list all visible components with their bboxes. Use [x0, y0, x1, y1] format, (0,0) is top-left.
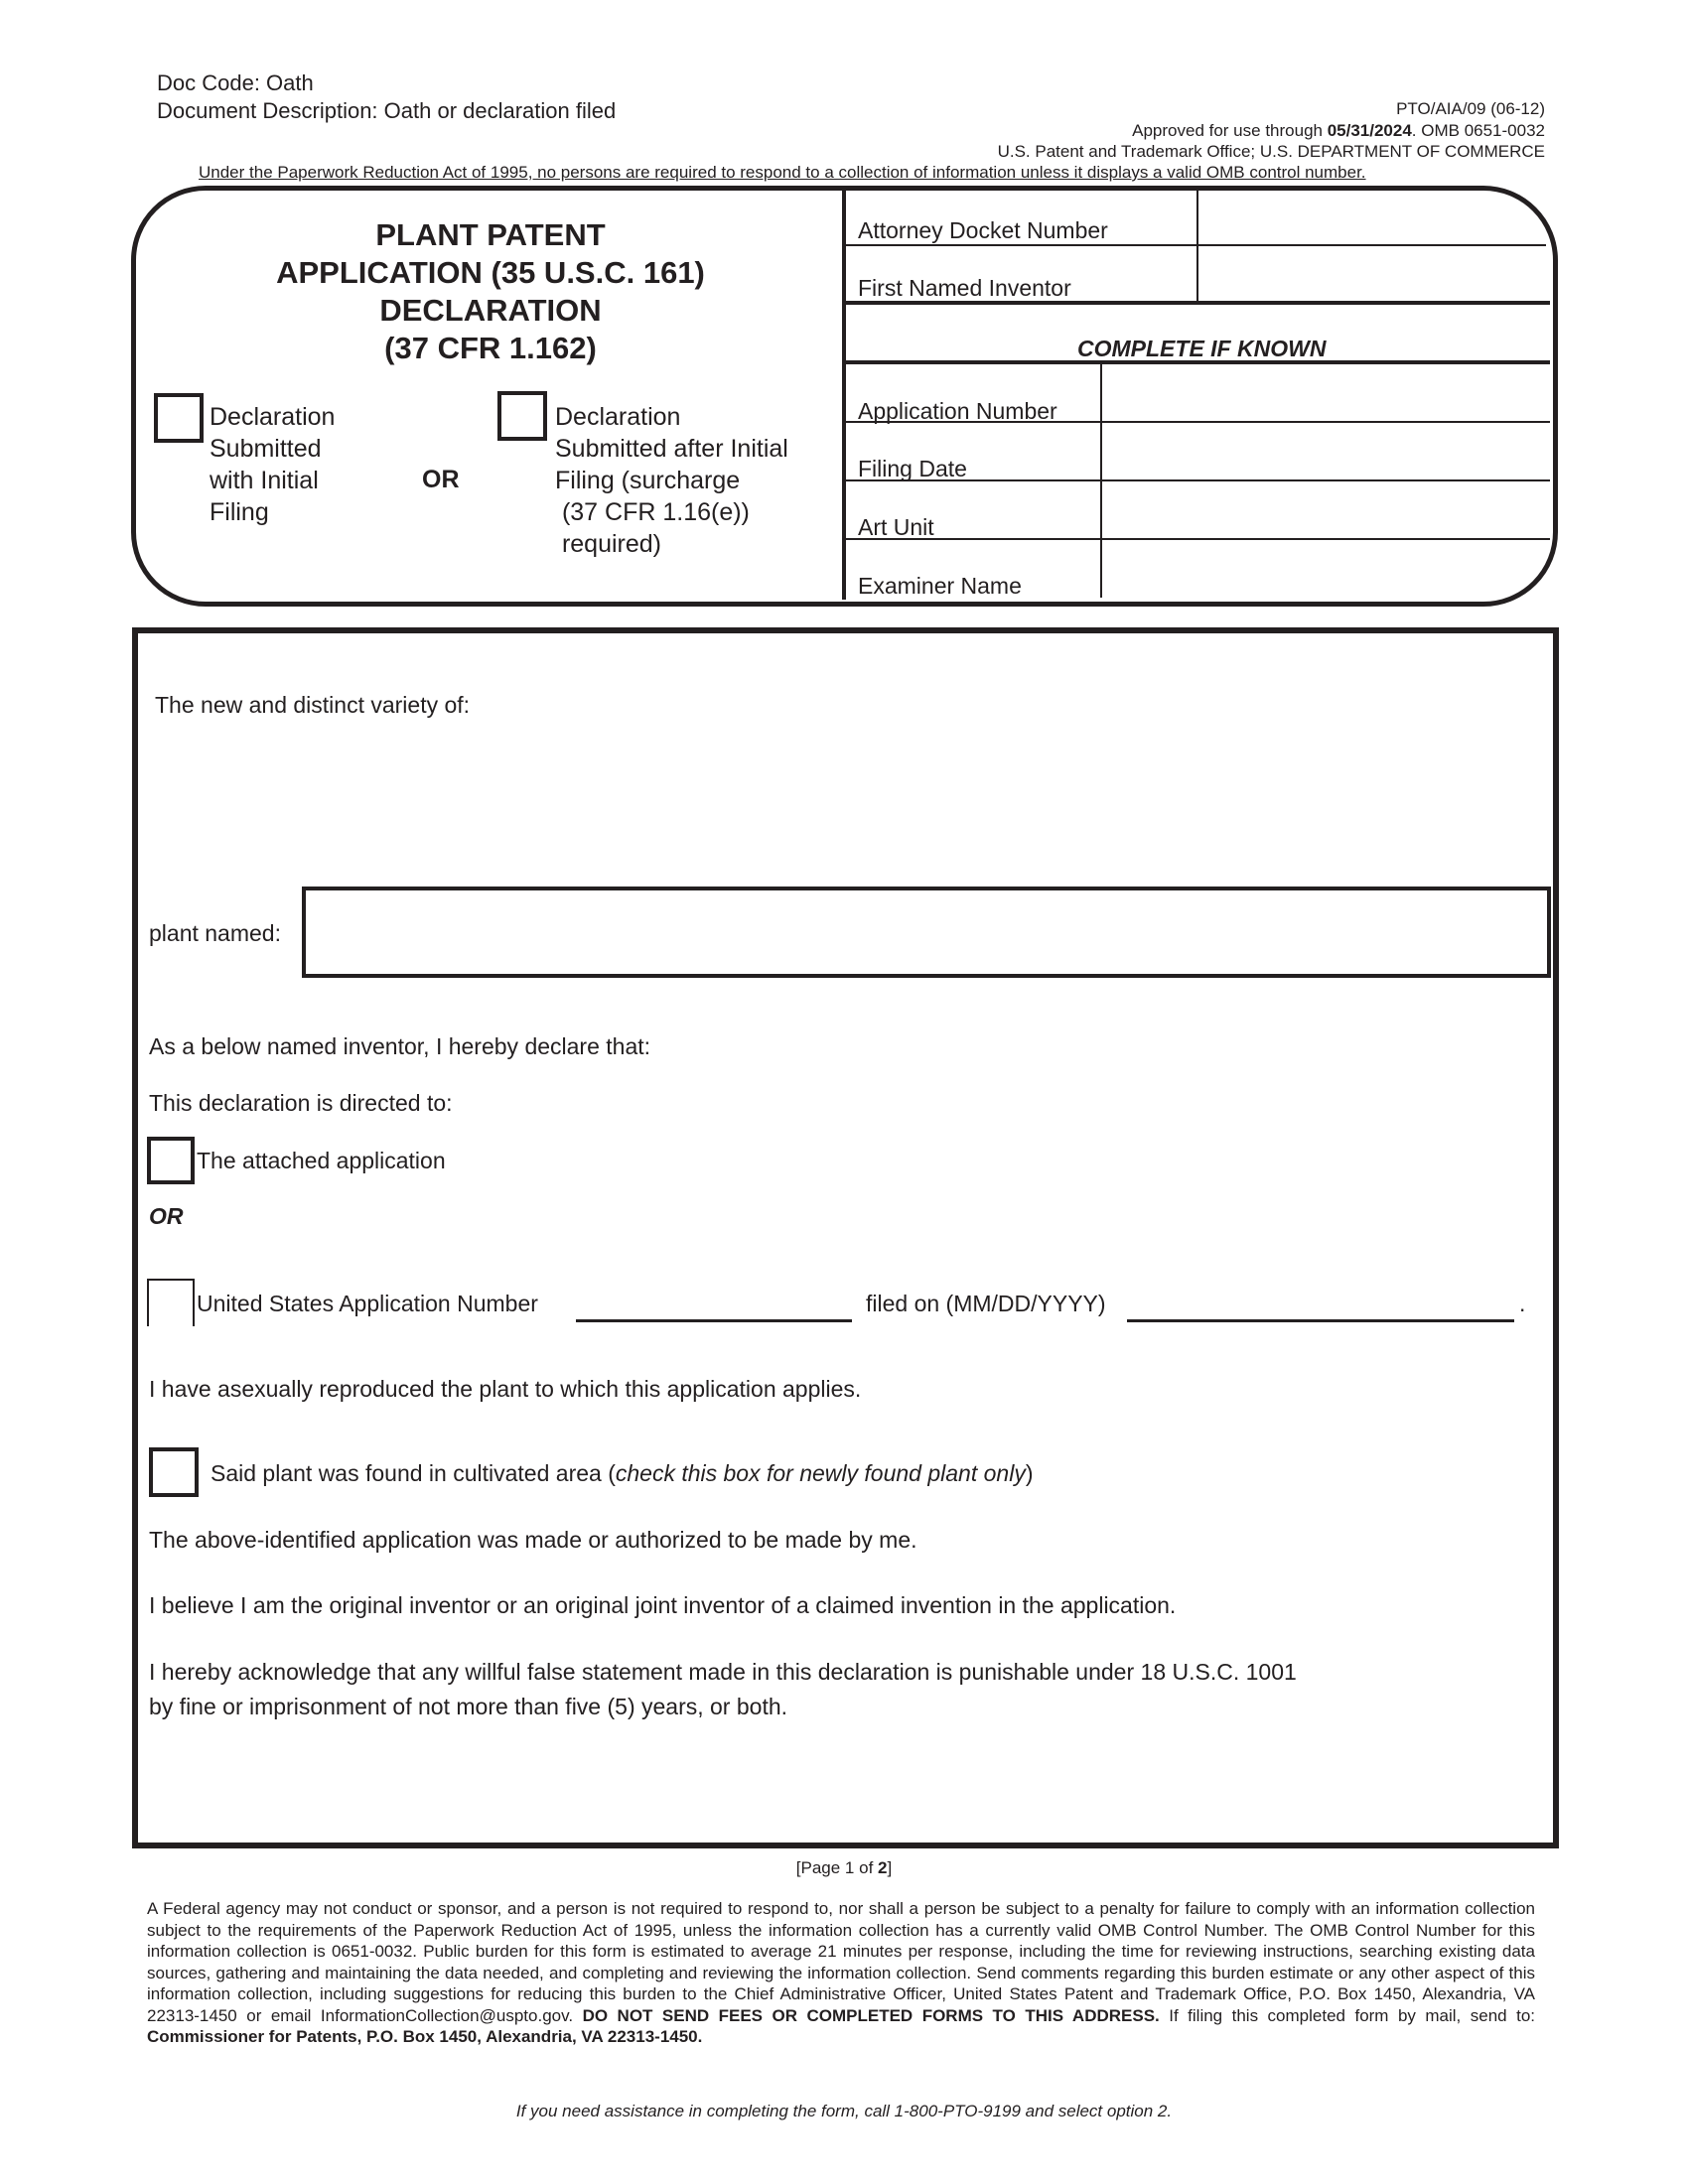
sentence-period: . — [1519, 1291, 1526, 1316]
false-statement-acknowledgement-line-2: by fine or imprisonment of not more than five (5) years, or both. — [149, 1694, 788, 1719]
filing-date-label: Filing Date — [858, 456, 967, 481]
plant-name-input[interactable] — [310, 893, 1541, 971]
form-title-line-2: APPLICATION (35 U.S.C. 161) — [276, 255, 705, 290]
attorney-docket-number-input[interactable] — [1203, 191, 1535, 244]
or-separator: OR — [422, 466, 460, 493]
page-total: 2 — [878, 1858, 888, 1877]
agency-suffix: Office; U.S. DEPARTMENT OF COMMERCE — [1201, 142, 1545, 161]
examiner-name-input[interactable] — [1107, 542, 1518, 598]
form-title-line-3: DECLARATION — [379, 293, 602, 328]
submitted-with-initial-filing-checkbox[interactable] — [154, 393, 204, 443]
original-inventor-statement: I believe I am the original inventor or an original joint inventor of a claimed invention in the application. — [149, 1592, 1177, 1618]
us-application-checkbox[interactable] — [147, 1279, 195, 1326]
found-in-cultivated-area-checkbox[interactable] — [149, 1447, 199, 1497]
plant-named-label: plant named: — [149, 920, 281, 946]
paperwork-notice: Under the Paperwork Reduction Act of 1995, no persons are required to respond to a collection of information unless it displays a valid OMB control number. — [199, 163, 1366, 182]
agency-mid: mark — [1164, 142, 1202, 161]
approval-prefix: Approved for use through — [1132, 121, 1328, 140]
filing-date-input[interactable] — [1107, 425, 1538, 480]
table-col-divider — [1100, 363, 1102, 598]
page-number-suffix: ] — [887, 1858, 893, 1877]
first-named-inventor-label: First Named Inventor — [858, 275, 1071, 301]
filed-on-label: filed on (MM/DD/YYYY) — [866, 1291, 1106, 1316]
or-separator-body: OR — [149, 1203, 184, 1229]
form-title-line-4: (37 CFR 1.162) — [384, 331, 597, 365]
us-application-number-input[interactable] — [578, 1289, 854, 1320]
us-application-number-label: United States Application Number — [197, 1291, 538, 1316]
art-unit-label: Art Unit — [858, 514, 934, 540]
submitted-with-initial-filing-label: Declaration Submitted with Initial Filing — [210, 403, 336, 526]
approval-date: 05/31/2024 — [1327, 121, 1412, 140]
document-description: Document Description: Oath or declaration filed — [157, 98, 617, 123]
asexual-reproduction-statement: I have asexually reproduced the plant to which this application applies. — [149, 1376, 862, 1402]
submitted-after-initial-filing-checkbox[interactable] — [497, 391, 547, 441]
burden-statement — [147, 1898, 1535, 2048]
found-label-prefix: Said plant was found in cultivated area ( — [211, 1460, 616, 1486]
variety-label: The new and distinct variety of: — [155, 692, 471, 718]
attached-application-checkbox[interactable] — [147, 1137, 195, 1184]
burden-mail-text: If filing this completed form by mail, send to: — [1159, 2005, 1536, 2025]
page-number — [0, 1858, 1688, 1878]
attached-application-label: The attached application — [197, 1148, 446, 1173]
found-label-note: check this box for newly found plant only — [615, 1460, 1026, 1486]
submitted-after-initial-filing-label: Declaration Submitted after Initial Filing (surcharge (37 CFR 1.16(e)) required) — [555, 403, 788, 558]
variety-input[interactable] — [155, 730, 1529, 873]
burden-warning: DO NOT SEND FEES OR COMPLETED FORMS TO THIS ADDRESS. — [582, 2005, 1160, 2025]
assistance-note: If you need assistance in completing the form, call 1-800-PTO-9199 and select option 2. — [515, 2102, 1173, 2120]
attorney-docket-number-label: Attorney Docket Number — [858, 217, 1108, 243]
complete-if-known-heading: COMPLETE IF KNOWN — [1077, 336, 1327, 361]
form-title-line-1: PLANT PATENT — [375, 217, 606, 252]
burden-text: A Federal agency may not conduct or sponsor, and a person is not required to respond to, nor shall a person be subject to a penalty for failure to comply with an information collection subject to the requirements of the Paperwork Reduction Act of 1995, unless the information collection has a currently valid OMB Control Number. The OMB Control Number for this information collection is 0651-0032. Public burden for this form is estimated to average 21 minutes per response, including the time for reviewing instructions, searching existing data sources, gathering and maintaining the data needed, and completing and reviewing the information collection. Send comments regarding this burden estimate or any other aspect of this information collection, including suggestions for reducing this burden to the Chief Administrative Officer, United States Patent and Trademark Office, P.O. Box 1450, Alexandria, VA 22313-1450 or email InformationCollection@uspto.gov. — [147, 1899, 1535, 2025]
first-named-inventor-input[interactable] — [1203, 248, 1535, 302]
approval-suffix: . OMB 0651-0032 — [1411, 121, 1545, 140]
page-number-prefix: [Page 1 of — [795, 1858, 879, 1877]
application-number-input[interactable] — [1107, 366, 1538, 422]
commissioner-address: Commissioner for Patents, P.O. Box 1450, Alexandria, VA 22313-1450. — [147, 2027, 703, 2046]
form-id: PTO/AIA/09 (06-12) — [1396, 99, 1545, 118]
found-label-suffix: ) — [1025, 1460, 1034, 1486]
inventor-declaration-text: As a below named inventor, I hereby declare that: — [149, 1033, 651, 1059]
filed-on-date-input[interactable] — [1129, 1289, 1516, 1320]
found-in-cultivated-area-label — [211, 1459, 1034, 1487]
table-col-divider — [1196, 189, 1198, 302]
examiner-name-label: Examiner Name — [858, 573, 1022, 599]
application-number-label: Application Number — [858, 398, 1057, 424]
false-statement-acknowledgement-line-1: I hereby acknowledge that any willful false statement made in this declaration is punishable under 18 U.S.C. 1001 — [149, 1659, 1297, 1685]
approval-notice — [1132, 121, 1545, 141]
art-unit-input[interactable] — [1107, 483, 1538, 539]
agency-prefix: U.S. Patent and Trade — [997, 142, 1165, 161]
authorized-statement: The above-identified application was made or authorized to be made by me. — [149, 1527, 917, 1553]
doc-code: Doc Code: Oath — [157, 70, 314, 95]
directed-to-text: This declaration is directed to: — [149, 1090, 453, 1116]
agency-name — [998, 142, 1545, 162]
